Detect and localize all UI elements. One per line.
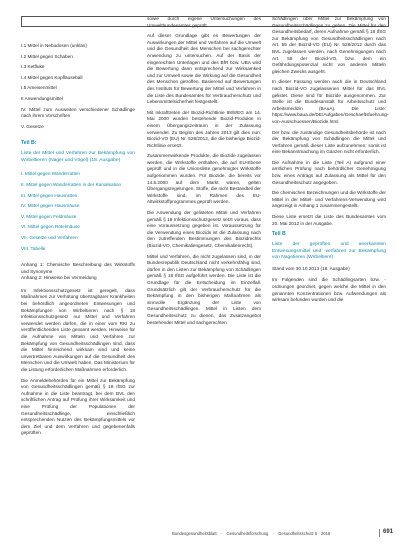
- body-paragraph: Im Infektionsschutzgesetz ist geregelt, dass Maßnahmen zur Verhütung übertragbarer Krankheiten bei behördlich angeordneten Entwesungen und Bekämpfungen von Wirbeltieren nach § 18 Infektionsschutzgesetz nur Mittel und Verfahren verwendet werden dürfen, die in einer vom RKI zu veröffentlichenden Liste genannt werden. Hinweise für die Aufnahme von Mitteln und Verfahren zur Bekämpfung von Gesundheitsschädlingen sind, dass die Mittel hinreichend wirksam sind und keine unvertretbaren Auswirkungen auf die Gesundheit des Menschen und die Umwelt haben. Das Ministerium für die Listung erforderlichen Maßnahmen erforderlich.: [21, 287, 135, 372]
- stand-line: Stand vom 30.10.2013 (18. Ausgabe): [272, 265, 350, 271]
- list-item: V. Gesetze: [21, 123, 44, 129]
- annex-line: Anhang 1: Chemische Beschreibung des Wirkstoffs und Synonyme: [21, 262, 135, 274]
- body-paragraph: sowie durch eigene Untersuchungen des Umweltbundesamtes geprüft.: [147, 16, 261, 28]
- body-paragraph: Die chemischen Bezeichnungen und die Wirkstoffe der Mittel in der Mittel- und Verfahrens-Verwendung wird angezeigt in Anhang 1 zusammengestellt.: [272, 190, 386, 209]
- list-item: I.3 Ketfluke: [21, 64, 45, 70]
- list-item: VIII. Tabelle: [21, 245, 46, 251]
- page-number-divider: [379, 529, 380, 537]
- list-item: IV. Mittel gegen Hausmäuse: [21, 203, 80, 209]
- section-heading: Teil B: [272, 231, 286, 238]
- list-item: I.1 Mittel in Nebudosen (unklas): [21, 43, 87, 48]
- body-paragraph: Mittel und Verfahren, die nicht zugelassen sind, in der Bundesrepublik Deutschland nicht verkehrsfähig sind, dürfen in den Listen zur Bekämpfung von Schädlingen gemäß § 18 IfSG aufgeführt werden. Die Liste ist die Grundlage für die Entscheidung im Einzelfall. Grundsätzlich gilt der Verbraucherschutz für die Bekämpfung in den bisherigen Maßnahmen als sinnvolle Ergänzung der Liste von Gesundheitsschädlingen. Mittel in Listen dem Gesundheitsschutz zu dienen, das Zusatzangebot bestehender Mittel und sachgerechten: [147, 253, 261, 325]
- body-paragraph: Der bzw. die zuständige Gesundheitsbehörde ist nach der Bekämpfung von Schädlingen die Mittel und Verfahren gemäß dieser Liste aufzunehmen; somit ist eine Bekanntmachung im Ganzen nicht erforderlich.: [272, 129, 386, 155]
- column-2: [147, 16, 261, 330]
- contents-list: [21, 43, 135, 130]
- column-1: [21, 43, 135, 441]
- list-item: VI. Mittel gegen Rötelmäuse: [21, 224, 80, 230]
- footer-separator: -: [220, 531, 223, 536]
- section-heading: Teil B:: [21, 140, 37, 147]
- body-paragraph: In dieser Fassung werden auch die in Deutschland nach Biozid-VO zugelassenen Mittel für das BVL gelistet. Diese sind für Biozide ausgenommen. Zur Stelle ist die Bundesanstalt für Arbeitsschutz und Arbeitsmedizin (BAuA). Die Liste: https://www.baua.de/DE/Aufgaben/Geschaeftsfuehrung-von-Ausschuessen/Biozide.html: [272, 79, 389, 124]
- body-paragraph: Die Aufnahme in die Liste (Teil A) aufgrund einer amtlichen Prüfung nach behördlicher Genehmigung bzw. eines Antrags auf Zulassung als Mittel für den Gesundheitsschutz angegeben.: [272, 159, 386, 185]
- body-paragraph: Schädlingen über Mittel zur Bekämpfung von Gesundheitsschädlingen zu geben. Die Mittel für den Gesundheitsbedarf, deren Aufnahme gemäß § 18 IfSG zur Bekämpfung von Gesundheitsschädlingen nach Art. 55 der Biozid-VO (EU) Nr. 528/2012 durch das BVL zugelassen werden, nach Genehmigungen nach Art. 55 der Biozid-VO, bzw. dem ein Gefährdungspotenzial nicht von anderen Mitteln gleichen Zwecks ausgeht.: [272, 16, 386, 74]
- column-3: [272, 16, 389, 308]
- list-item: II Anwendungsmittel: [21, 95, 63, 101]
- page-number: 691: [383, 529, 394, 535]
- list-item: IV. Mittel zum Ausweiten verschiedener Schädlinge nach ihrem Vorschriften: [21, 106, 135, 119]
- list-item: I.4 Mittel gegen Kopfläuseball: [21, 74, 83, 80]
- list-item: III. Mittel gegen Hausratten: [21, 192, 78, 198]
- body-paragraph: Mit Inkrafttreten der Biozid-Richtlinie 98/8/EG am 14. Mai 2000 wurden bestehende Biozid-Produkte in einem Übergangszeitraum in der Zulassung verwendet. Zu Beginn des Jahres 2013 gilt dies nun: Biozid-VO (EU) Nr. 528/2012, die die bisherige Biozid-Richtlinie ersetzt.: [147, 109, 261, 148]
- body-paragraph: Die Anwendung der gelisteten Mittel und Verfahren gemäß § 18 Infektionsschutzgesetz setzt voraus, dass eine Voraussetzung gegeben ist. Voraussetzung für die Verwendung eines Biozids ist die Zulassung nach den zutreffenden Bestimmungen des Biozidrechts (Biozid-VO, Chemikaliengesetz, Chemikalienrecht).: [147, 210, 261, 248]
- footer-separator: -: [272, 531, 274, 536]
- list-item: I.2 Mittel gegen Schaben: [21, 53, 73, 59]
- list-item: I. Mittel gegen Wanderratten: [21, 171, 80, 177]
- list-item: VII. Gesetze und Verfahren: [21, 234, 78, 240]
- body-paragraph: Auf dieser Grundlage gibt es Bewertungen der Auswirkungen der Mittel und Verfahren auf die Umwelt und die Gesundheit des Menschen bei sachgerechter Anwendung zu untersuchen. Auf der Basis der eingereichten Unterlagen und des BfR bzw. UBA wird die Bewertung dann entsprechend zur Wirksamkeit und zur Umwelt sowie die Wirkung auf die Gesundheit des Menschen getroffen. Basierend auf Bewertungen des Instituts für Bewertung der Mittel und Verfahren in die Liste des Bundesamtes für Verbraucherschutz und Lebensmittelsicherheit festgestellt.: [147, 33, 261, 105]
- page-footer: [172, 531, 330, 536]
- body-paragraph: Diese Liste ersetzt die Liste des Bundesamtes vom 20. Mai 2012 in der Ausgabe.: [272, 214, 386, 226]
- journal-name: Bundesgesundheitsblatt: [172, 531, 217, 536]
- list-item: II. Mittel gegen Wanderratten in der Kanalisation: [21, 181, 122, 187]
- body-paragraph: Zusammenwirkende Produkte, die Biozide zugelassen werden, die Wirkstoffe enthalten, die auf EU-Ebene geprüft und in die Unionsliste genehmigter Wirkstoffe aufgenommen wurden. Für Biozide, die bereits vor 14.5.2000 auf dem Markt waren, gelten Übergangsregelungen. Stoffe, die nicht Bestandteil der Wirkstoffe sind, im Rahmen des EU-Altwirkstoffprogrammes geprüft werden.: [147, 153, 261, 205]
- section-subheading: Liste der Mittel und Verfahren zur Bekämpfung von Wirbeltieren (Nager und Vögel) (18. Ausgabe): [21, 151, 135, 163]
- teil-b-section: [21, 140, 135, 252]
- annex-line: Anhang 2: Hinweise bei Vermeidung: [21, 275, 97, 281]
- list-item: V. Mittel gegen Feldmäuse: [21, 213, 77, 219]
- body-paragraph: Die Anmeldebehörden für ein Mittel zur Bekämpfung von Gesundheitsschädlingen gemäß § 18 IfSG zur Aufnahme in die Liste beantragt, bei dem BVL den schriftlichen Antrag auf Prüfung ihrer Wirksamkeit und eine Prüfung der Populationen der Gesundheitsschädlinge, einschließlich entsprechenden Nutzen des Bekämpfungsmittels vor dem Ziel und dem Verfahren und gegebenenfalls geprüften: [21, 377, 135, 436]
- section-subheading: Liste der geprüften und anerkannten Entwesungsmittel und -verfahren zur Bekämpfung von Nagetieren (Wirbeltiere): [272, 242, 386, 261]
- journal-issue: Gesundheitsschutz 5 · 2016: [278, 531, 331, 536]
- list-item: I.5 Ameisenmittel: [21, 85, 57, 91]
- body-paragraph: Im Folgenden sind die Schädlingsarten bzw. -ordnungen geordnet, gegen welche die Mittel in den genannten Konzentrationen bzw. Aufwendungen als wirksam befunden wurden und die: [272, 277, 386, 303]
- journal-part: Gesundheitsforschung: [226, 531, 269, 536]
